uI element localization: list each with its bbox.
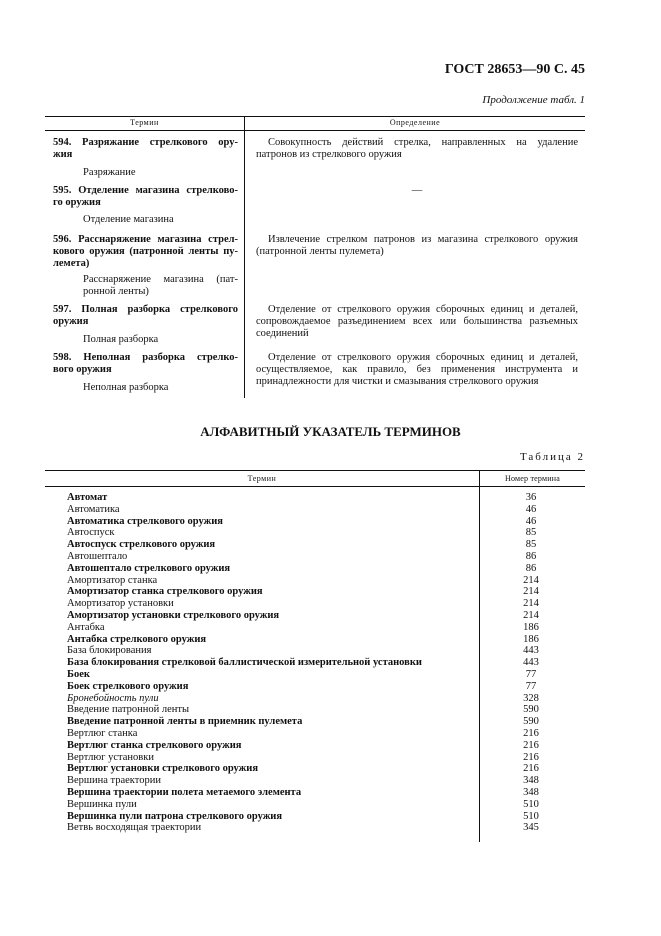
- term-line: оружия: [53, 316, 89, 327]
- index-term-number: 214: [523, 610, 539, 621]
- index-term: Автошептало: [67, 551, 128, 562]
- index-term: Боек: [67, 669, 90, 680]
- term-line: кового оружия (патронной ленты пу-: [53, 246, 238, 257]
- index-term-number: 77: [525, 669, 537, 680]
- index-row: [45, 799, 585, 811]
- page-header-standard: ГОСТ 28653—90 С. 45: [444, 62, 585, 77]
- table-header-rule: [45, 130, 585, 131]
- index-term-number: 214: [523, 574, 539, 586]
- index-term-number: 77: [525, 680, 537, 692]
- term-line: го оружия: [53, 197, 101, 208]
- index-term-number: 46: [525, 503, 537, 515]
- index-term: Антабка: [67, 621, 105, 633]
- index-row: [45, 504, 585, 516]
- definition-595: —: [411, 185, 423, 196]
- index-term: Вертлюг станка: [67, 728, 138, 739]
- index-term: Автоспуск стрелкового оружия: [67, 539, 216, 551]
- column-header-term: Термин: [130, 118, 159, 127]
- index-title: АЛФАВИТНЫЙ УКАЗАТЕЛЬ ТЕРМИНОВ: [200, 424, 461, 439]
- index-column-header-number: Номер термина: [505, 474, 560, 483]
- definition-597: Отделение от стрелкового оружия сборочных единиц и деталей, сопровождаемое разъединением всех или большинства разъемных соединений: [256, 304, 578, 339]
- index-term: Вершина траектории полета метаемого элемента: [67, 787, 302, 798]
- index-row: [45, 645, 585, 657]
- index-term-number: 86: [525, 562, 537, 574]
- index-term: Амортизатор станка стрелкового оружия: [67, 586, 263, 598]
- term-line: 596. Расснаряжение магазина стрел-: [53, 234, 238, 245]
- index-row: [45, 704, 585, 716]
- term-596: [53, 234, 238, 270]
- term-line: 594. Разряжание стрелкового ору-: [53, 137, 238, 148]
- term-594: [53, 137, 238, 161]
- index-term-number: 510: [523, 810, 539, 822]
- definition-594: Совокупность действий стрелка, направленных на удаление патронов из стрелкового оружия: [256, 137, 578, 160]
- index-term: Автомат: [67, 492, 108, 503]
- index-row: [45, 539, 585, 551]
- index-row: [45, 775, 585, 787]
- term-line: жия: [53, 149, 73, 160]
- index-term-number: 214: [523, 598, 539, 610]
- index-term-number: 345: [523, 822, 539, 834]
- index-term-number: 186: [523, 621, 539, 633]
- short-term-597: Полная разборка: [83, 334, 159, 345]
- index-row: [45, 575, 585, 587]
- index-table-top-rule: [45, 470, 585, 471]
- index-term: Амортизатор станка: [67, 574, 158, 586]
- index-term: Боек стрелкового оружия: [67, 680, 189, 692]
- table-column-divider: [244, 116, 245, 398]
- term-line: 595. Отделение магазина стрелково-: [53, 185, 238, 196]
- index-term-number: 86: [525, 551, 537, 562]
- index-column-header-term: Термин: [247, 474, 277, 483]
- index-row: [45, 669, 585, 681]
- index-row: [45, 622, 585, 634]
- index-row: [45, 822, 585, 834]
- index-term: Автоматика: [67, 503, 120, 515]
- short-term-598: Неполная разборка: [83, 382, 169, 393]
- column-header-definition: Определение: [389, 118, 441, 127]
- index-row: [45, 740, 585, 752]
- index-term-number: 46: [525, 515, 537, 527]
- index-row: [45, 551, 585, 563]
- definition-596: Извлечение стрелком патронов из магазина стрелкового оружия (патронной ленты пулемета): [256, 234, 578, 257]
- term-597: [53, 304, 238, 328]
- index-term: Введение патронной ленты в приемник пулемета: [67, 716, 303, 728]
- index-row: [45, 716, 585, 728]
- term-595: [53, 185, 238, 209]
- index-row: [45, 787, 585, 799]
- index-table-header-rule: [45, 486, 585, 487]
- index-term: Вершина траектории: [67, 775, 161, 787]
- index-term-number: 216: [523, 751, 539, 763]
- index-term: Автошептало стрелкового оружия: [67, 562, 231, 574]
- index-term: Вершинка пули: [67, 798, 137, 810]
- short-term-line: ронной ленты): [83, 286, 149, 297]
- index-term-number: 216: [523, 728, 539, 739]
- index-row: [45, 811, 585, 823]
- index-term-number: 186: [523, 633, 539, 645]
- short-term-line: Расснаряжение магазина (пат-: [83, 274, 238, 285]
- index-term-number: 443: [523, 645, 539, 657]
- index-row: [45, 492, 585, 504]
- index-row: [45, 681, 585, 693]
- index-term-number: 85: [525, 527, 537, 539]
- index-row: [45, 728, 585, 740]
- index-term-number: 216: [523, 739, 539, 751]
- index-term: База блокирования: [67, 645, 152, 657]
- index-row: [45, 586, 585, 598]
- table-top-rule: [45, 116, 585, 117]
- index-row: [45, 657, 585, 669]
- index-term: База блокирования стрелковой баллистической измерительной установки: [67, 657, 422, 669]
- index-row: [45, 527, 585, 539]
- index-row: [45, 598, 585, 610]
- index-term-number: 85: [525, 539, 537, 551]
- index-term: Вершинка пули патрона стрелкового оружия: [67, 810, 283, 822]
- table-continuation-label: Продолжение табл. 1: [482, 94, 585, 106]
- definition-598: Отделение от стрелкового оружия сборочных единиц и деталей, осуществляемое, как правило, без применения инструмента и принадлежности для чистки и смазывания стрелкового оружия: [256, 352, 578, 387]
- index-row: [45, 763, 585, 775]
- index-term-number: 590: [523, 704, 539, 716]
- index-term-number: 348: [523, 787, 539, 798]
- index-term: Антабка стрелкового оружия: [67, 633, 207, 645]
- index-row: [45, 752, 585, 764]
- index-term: Вертлюг установки стрелкового оружия: [67, 763, 258, 775]
- index-term: Бронебойность пули: [67, 692, 159, 704]
- index-term-number: 214: [523, 586, 539, 598]
- index-row: [45, 563, 585, 575]
- short-term-596: [83, 274, 238, 298]
- index-row: [45, 610, 585, 622]
- term-line: 598. Неполная разборка стрелко-: [53, 352, 238, 363]
- term-line: вого оружия: [53, 364, 112, 375]
- index-term-number: 443: [523, 657, 539, 669]
- index-term-number: 348: [523, 775, 539, 787]
- index-term-number: 510: [523, 798, 539, 810]
- short-term-595: Отделение магазина: [83, 214, 174, 225]
- table-2-label: Таблица 2: [519, 451, 585, 463]
- index-term-number: 328: [523, 692, 539, 704]
- term-line: 597. Полная разборка стрелкового: [53, 304, 238, 315]
- index-row: [45, 516, 585, 528]
- index-row: [45, 634, 585, 646]
- index-term-number: 36: [525, 492, 537, 503]
- index-term: Вертлюг установки: [67, 751, 154, 763]
- index-term: Ветвь восходящая траектории: [67, 822, 202, 834]
- index-row: [45, 693, 585, 705]
- term-line: лемета): [53, 258, 90, 269]
- index-term: Вертлюг станка стрелкового оружия: [67, 739, 242, 751]
- short-term-594: Разряжание: [83, 167, 136, 178]
- index-term: Автоматика стрелкового оружия: [67, 515, 223, 527]
- index-term: Автоспуск: [67, 527, 115, 539]
- index-term: Амортизатор установки: [67, 598, 174, 610]
- index-term-number: 216: [523, 763, 539, 775]
- index-term: Амортизатор установки стрелкового оружия: [67, 610, 280, 621]
- index-term-number: 590: [523, 716, 539, 728]
- index-term: Введение патронной ленты: [67, 704, 190, 716]
- term-598: [53, 352, 238, 376]
